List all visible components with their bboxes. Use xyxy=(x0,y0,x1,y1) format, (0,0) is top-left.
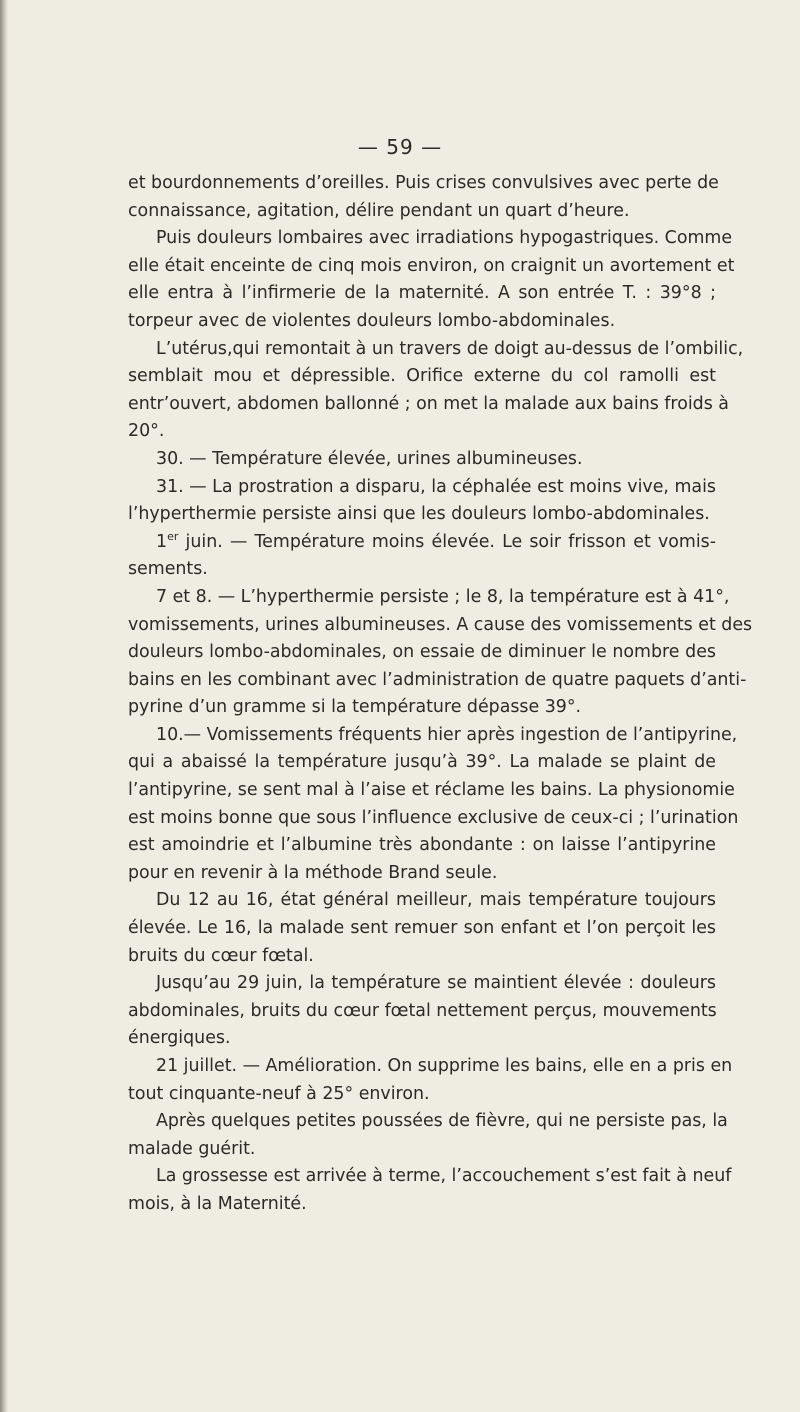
text-line: abdominales, bruits du cœur fœtal nettement perçus, mouvements xyxy=(128,1000,717,1021)
text-line: tout cinquante-neuf à 25° environ. xyxy=(128,1083,430,1104)
text-line: malade guérit. xyxy=(128,1138,256,1159)
text-line: est amoindrie et l’albumine très abondante : on laisse l’antipyrine xyxy=(128,835,716,856)
text-line: elle entra à l’infirmerie de la maternité. A son entrée T. : 39°8 ; xyxy=(128,283,716,304)
text-line: entr’ouvert, abdomen ballonné ; on met la malade aux bains froids à xyxy=(128,393,729,414)
text-line: 10.— Vomissements fréquents hier après ingestion de l’antipyrine, xyxy=(156,724,738,745)
text-line: connaissance, agitation, délire pendant un quart d’heure. xyxy=(128,200,630,221)
text-line: l’hyperthermie persiste ainsi que les douleurs lombo-abdominales. xyxy=(128,504,710,525)
text-line: 31. — La prostration a disparu, la céphalée est moins vive, mais xyxy=(156,476,716,497)
text-line: La grossesse est arrivée à terme, l’accouchement s’est fait à neuf xyxy=(156,1166,732,1187)
text-line: douleurs lombo-abdominales, on essaie de diminuer le nombre des xyxy=(128,642,716,663)
text-line: 30. — Température élevée, urines albumineuses. xyxy=(156,448,583,469)
text-line: 1er juin. — Température moins élevée. Le soir frisson et vomis- xyxy=(156,529,716,552)
text-line: mois, à la Maternité. xyxy=(128,1193,307,1214)
body-text xyxy=(128,170,753,1219)
text-line: L’utérus,qui remontait à un travers de doigt au-dessus de l’ombilic, xyxy=(156,338,744,359)
text-line: est moins bonne que sous l’influence exclusive de ceux-ci ; l’urination xyxy=(128,807,739,828)
text-line: 20°. xyxy=(128,421,165,442)
text-line: Puis douleurs lombaires avec irradiations hypogastriques. Comme xyxy=(156,228,733,249)
text-line: torpeur avec de violentes douleurs lombo-abdominales. xyxy=(128,310,616,331)
text-line: sements. xyxy=(128,559,208,580)
text-line: bruits du cœur fœtal. xyxy=(128,945,314,966)
text-line: et bourdonnements d’oreilles. Puis crises convulsives avec perte de xyxy=(128,173,719,193)
text-line: vomissements, urines albumineuses. A cause des vomissements et des xyxy=(128,614,753,635)
text-line: élevée. Le 16, la malade sent remuer son enfant et l’on perçoit les xyxy=(128,918,716,939)
text-line: 21 juillet. — Amélioration. On supprime les bains, elle en a pris en xyxy=(156,1056,733,1076)
text-line: elle était enceinte de cinq mois environ, on craignit un avortement et xyxy=(128,255,735,276)
text-line: Du 12 au 16, état général meilleur, mais température toujours xyxy=(156,890,716,911)
text-line: semblait mou et dépressible. Orifice externe du col ramolli est xyxy=(128,366,716,387)
text-line: pyrine d’un gramme si la température dépasse 39°. xyxy=(128,697,582,718)
text-line: Après quelques petites poussées de fièvre, qui ne persiste pas, la xyxy=(156,1111,728,1132)
text-line: pour en revenir à la méthode Brand seule. xyxy=(128,862,498,883)
page-binding-edge xyxy=(0,0,8,1412)
text-line: qui a abaissé la température jusqu’à 39°. La malade se plaint de xyxy=(128,752,716,773)
page-number: — 59 — xyxy=(357,135,443,159)
text-line: l’antipyrine, se sent mal à l’aise et réclame les bains. La physionomie xyxy=(128,780,735,801)
text-line: bains en les combinant avec l’administration de quatre paquets d’anti- xyxy=(128,669,747,690)
text-line: énergiques. xyxy=(128,1028,231,1049)
text-line: Jusqu’au 29 juin, la température se maintient élevée : douleurs xyxy=(156,973,716,994)
text-line: 7 et 8. — L’hyperthermie persiste ; le 8, la température est à 41°, xyxy=(156,586,730,607)
